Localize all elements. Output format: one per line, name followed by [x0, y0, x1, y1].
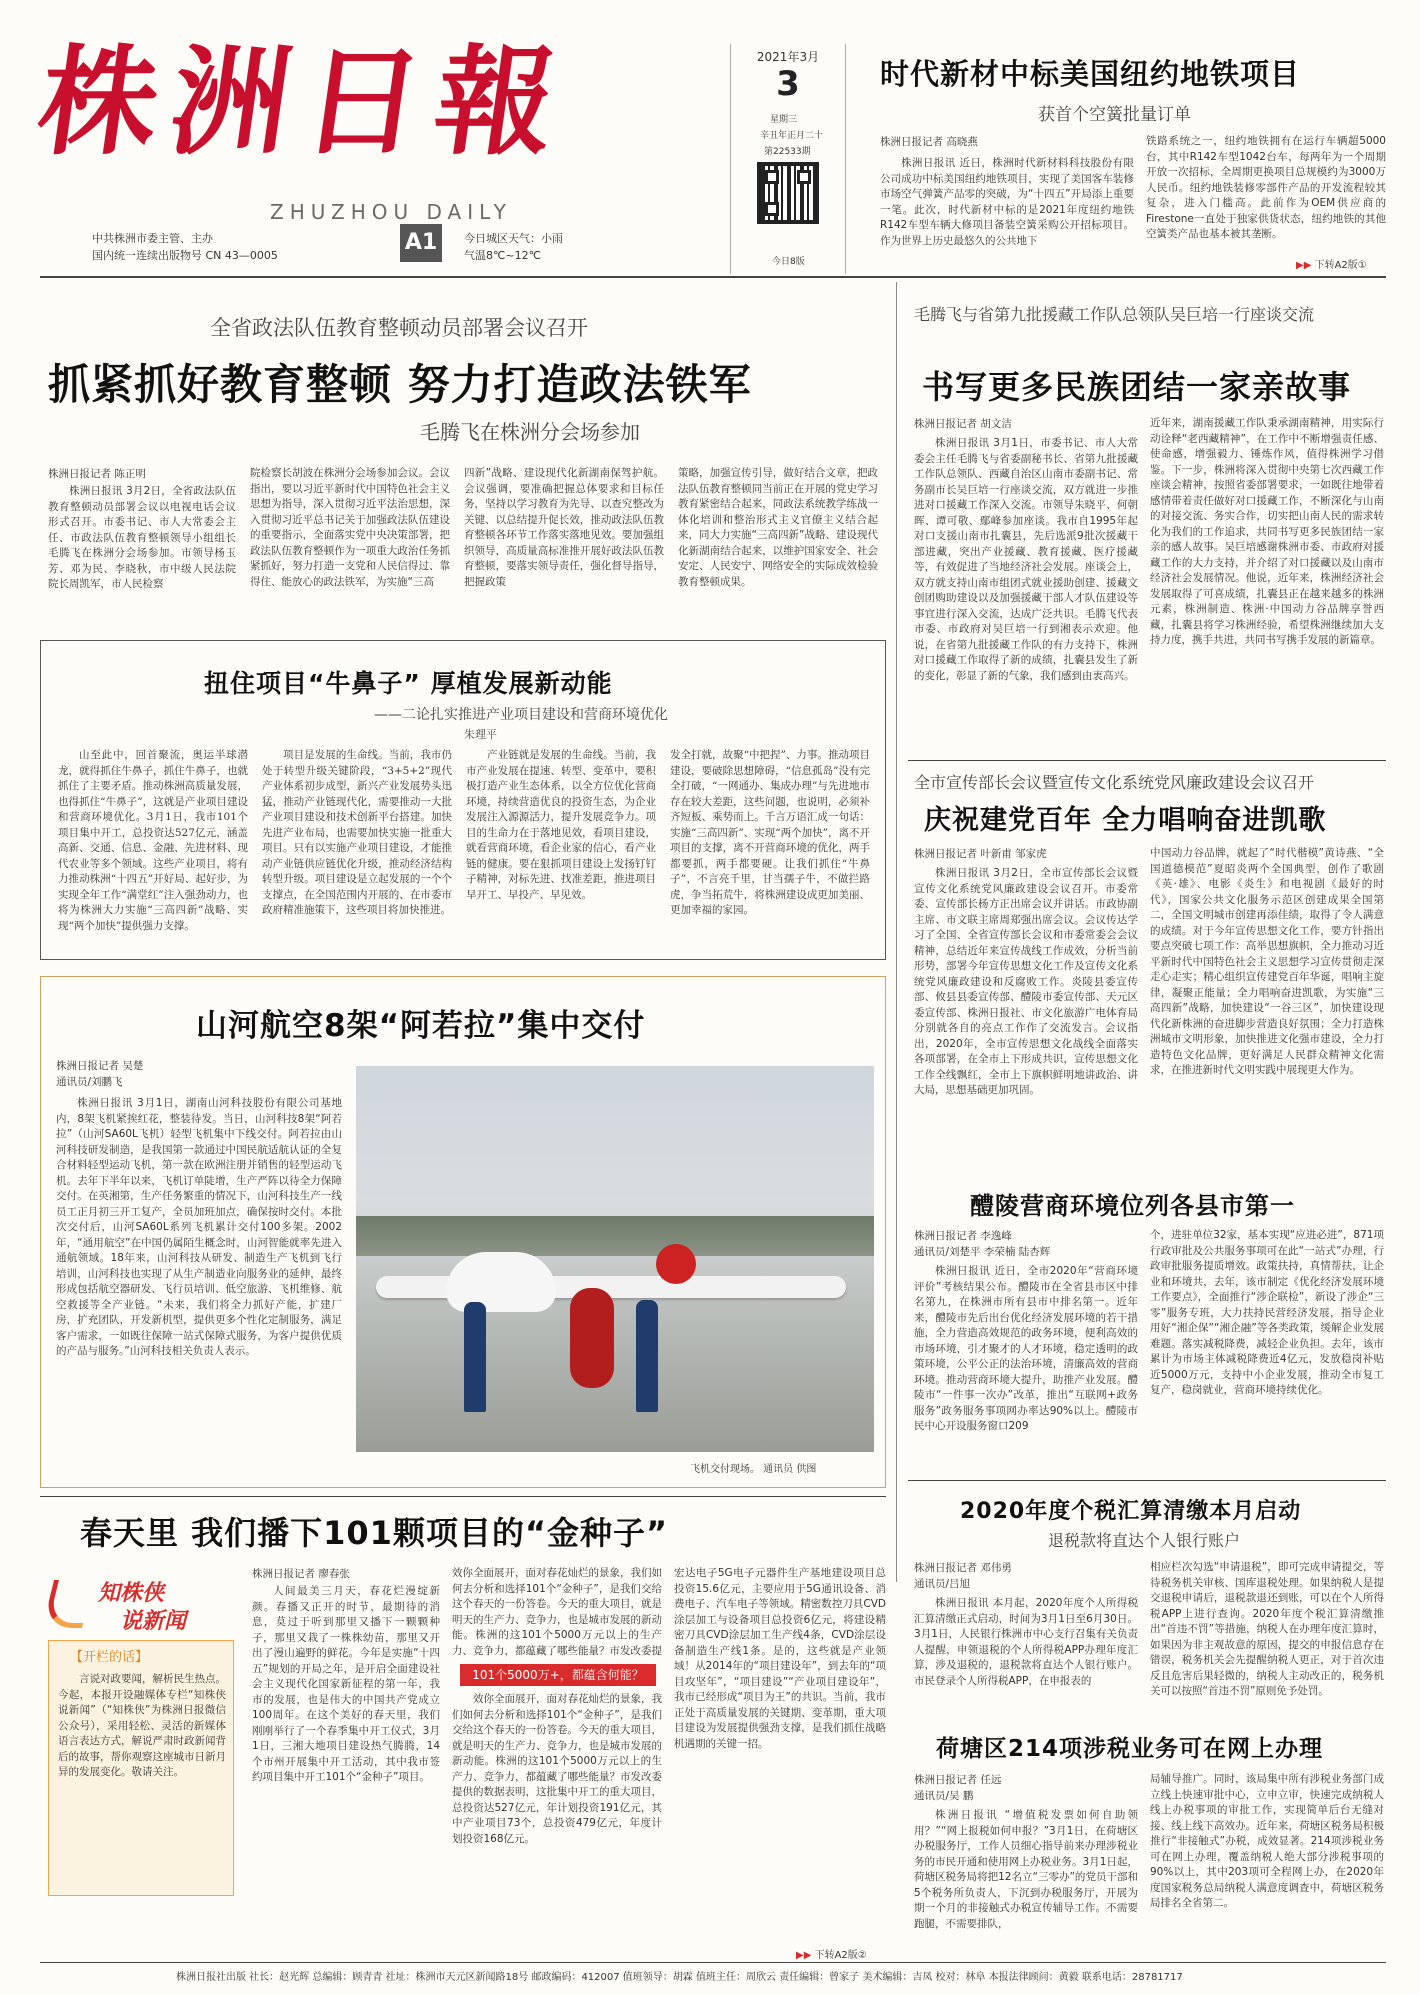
hetang-col2: 局辅导推广。同时，该局集中所有涉税业务部门成立线上快速审批中心，立申立审，快速完成纳税人线上办税事项的审批工作，实现简单后台无缝对接、线上线下高效办。近年来，荷塘区税务局积极推行“非接触式”办税，成效显著。214项涉税业务可在网上办理，覆盖纳税人绝大部分涉税事项的90%以上，其中203项可全程网上办，在2020年度国家税务总局纳税人满意度调查中，荷塘区税务局排名全省第二。	[1150, 1773, 1384, 1909]
footer-text: 株洲日报社出版 社长：赵光辉 总编辑：顾青青 社址：株洲市天元区新闻路18号 邮政编码：412007 值班领导：胡霖 值班主任：周欣云 责任编辑：曾家子 美术编辑：吉凤 校对：林阜 本报法律顾问：黄毅 联系电话：28781717	[176, 1972, 1183, 1983]
date-day: 3	[776, 64, 800, 104]
aviation-byline1: 株洲日报记者 吴楚	[56, 1060, 144, 1072]
top-story-subhead: 获首个空簧批量订单	[1038, 105, 1191, 125]
date-weekday: 星期三	[770, 115, 798, 125]
commentary-col1: 山至此中，回首聚流，奥运半球潜龙，就得抓住牛鼻子，抓住牛鼻子，也就抓住了主要矛盾。推动株洲高质量发展，也得抓住“牛鼻子”，这就是产业项目建设和营商环境优化。3月1日，我市101个项目集中开工，总投资达527亿元，涵盖高新、交通、信息、金融、先进材料、现代农业等多个领域。这些产业项目，将有力推动株洲“十四五”开好局、起好步，为实现全年工作“满堂红”注入强劲动力，也将为株洲大力实施“三高四新”战略、实现“两个加快”提供强力支撑。	[58, 749, 248, 932]
culture-col2: 中国动力谷品牌，就起了“时代楷模”黄诗燕、“全国道德模范”夏昭炎两个全国典型，创作了歌剧《英·雄》、电影《炎生》和电视剧《最好的时代》，国家公共文化服务示范区创建成果全国第二，全国文明城市创建再添佳绩，取得了令人满意的成绩。对于今年宣传思想文化工作，要方针指出要点突破七项工作：高举思想旗帜，全力推动习近平新时代中国特色社会主义思想学习宣传贯彻走深走心走实；精心组织宣传建党百年华诞，唱响主旋律，凝聚正能量；全力唱响奋进凯歌，为实施“三高四新”战略，加快建设“一谷三区”，加快建设现代化新株洲的奋进脚步营造良好氛围；全力打造株洲城市文明形象，加快推进文化强市建设，全力打造特色文化品牌，更好满足人民群众精神文化需求，在推进新时代文明实践中展现更大作为。	[1150, 847, 1384, 1076]
right-divider-1	[908, 760, 1386, 761]
issue-number: 第22533期	[764, 147, 811, 157]
spring-col1: 人间最美三月天，春花烂漫绽新颜。春播又正开的时节，最期待的消息，莫过于听到那里又播下一颗颗种子，那里又栽了一株株幼苗，那里又开出了漫山遍野的鲜花。今年是实施“十四五”规划的开局之年，是开启全面建设社会主义现代化国家新征程的第一年，我市的发展，也是伟大的中国共产党成立100周年。在这个美好的春天里，我们刚刚举行了一个春季集中开工仪式，3月1日，三湘大地项目建设热气腾腾，14个市州开展集中开工活动，其中我市签约项目集中开工101个“金种子”项目。	[252, 1585, 440, 1783]
masthead-title-en: ZHUZHOU DAILY	[270, 200, 512, 224]
airplane-icon	[446, 1252, 556, 1312]
spring-col2-bottom: 效你全面展开，面对春花灿烂的景象，我们如何去分析和选择101个“金种子”，是我们交给这个春天的一份答卷。今天的重大项目，就是明天的生产力、竞争力，也是城市发展的新动能。株洲的这101个5000万元以上的生产力、竞争力，都蕴藏了哪些能量？市发改委提供的数据表明，这批集中开工的重大项目，总投资达527亿元，年计划投资191亿元，其中产业项目73个，总投资479亿元，年度计划投资168亿元。	[452, 1693, 662, 1845]
aviation-photo	[356, 1066, 874, 1452]
spring-col2-top: 效你全面展开，面对春花灿烂的景象，我们如何去分析和选择101个“金种子”，是我们交给这个春天的一份答卷。今天的重大项目，就是明天的生产力、竞争力，也是城市发展的新动能。株洲的这101个5000万元以上的生产力、竞争力，都蕴藏了哪些能量？市发改委提	[452, 1567, 662, 1657]
top-story-headline: 时代新材中标美国纽约地铁项目	[880, 57, 1301, 91]
commentary-subhead: ——二论扎实推进产业项目建设和营商环境优化	[374, 707, 668, 723]
cpc-kicker: 毛腾飞与省第九批援藏工作队总领队吴巨培一行座谈交流	[914, 305, 1315, 324]
spring-highlight: 101个5000万+，都蕴含何能？	[460, 1664, 656, 1686]
aviation-byline2: 通讯员/刘鹏飞	[56, 1076, 123, 1088]
liling-byline2: 通讯员/刘楚平 李荣楠 陆杏辉	[914, 1246, 1051, 1258]
jump-arrow-icon: ▶▶	[1296, 260, 1312, 271]
sidebar-tag: 【开栏的话】	[70, 1650, 149, 1665]
tax-headline: 2020年度个税汇算清缴本月启动	[960, 1499, 1302, 1524]
spring-jump: ▶▶ 下转A2版②	[796, 1950, 867, 1961]
tax-byline1: 株洲日报记者 邓伟勇	[914, 1562, 1012, 1574]
date-lunar: 辛丑年正月二十	[760, 131, 824, 141]
top-story-col1: 株洲日报讯 近日，株洲时代新材料科技股份有限公司成功中标美国纽约地铁项目，实现了美国客车装修市场空气弹簧产品零的突破，为“十四五”开局添上重要一笔。此次，时代新材中标的是2021年度纽约地铁R142车型车辆大修项目备装空簧采购公开招标项目。作为世界上历史最悠久的公共地下	[880, 157, 1134, 247]
sidebar-logo	[48, 1574, 234, 1634]
top-story-byline: 株洲日报记者 高晓燕	[880, 136, 978, 148]
liling-headline: 醴陵营商环境位列各县市第一	[970, 1192, 1295, 1220]
lead-subhead: 毛腾飞在株洲分会场参加	[420, 420, 640, 444]
hetang-headline: 荷塘区214项涉税业务可在网上办理	[936, 1736, 1324, 1762]
liling-byline1: 株洲日报记者 李逸峰	[914, 1230, 1012, 1242]
tax-col1: 株洲日报讯 本月起，2020年度个人所得税汇算清缴正式启动，时间为3月1日至6月30日。3月1日，人民银行株洲市中心支行召集有关负责人提醒，申领退税的个人所得税APP办理年度汇算，涉及退税的，退税款将直达个人银行账户。市民登录个人所得税APP，在申报表的	[914, 1597, 1138, 1687]
header-divider	[40, 276, 1386, 278]
liling-col2: 个，进驻单位32家，基本实现“应进必进”，871项行政审批及公共服务事项可在此“一站式”办理，行政审批服务提质增效。政策扶持，真情帮扶，让企业和环境共，去年，该市制定《优化经济发展环境工作要点》，全面推行“涉企联检”，新设了涉企“三零”服务专班，大力扶持民营经济发展，指导企业用好“湘企保”“湘企融”等各类政策，缓解企业发展难题。落实减税降费，减轻企业负担。去年，该市累计为市场主体减税降费近4亿元，发放稳岗补贴近5000万元，支持中小企业发展，推动全市复工复产，稳岗就业，营商环境持续优化。	[1150, 1229, 1384, 1396]
propeller-icon	[656, 1244, 696, 1284]
person-icon	[636, 1300, 658, 1412]
aviation-body: 株洲日报讯 3月1日，湖南山河科技股份有限公司基地内，8架飞机紧挨红花，整装待发。当日，山河科技8架“阿若拉”（山河SA60L飞机）轻型飞机集中下线交付。阿若拉由山河科技研发制造，是我国第一款通过中国民航适航认证的全复合材料轻型运动飞机，第一款在欧洲注册并销售的轻型运动飞机。去年下半年以来，飞机订单陡增，生产严阵以待全力保障交付。在英湘第，生产任务繁重的情况下，山河科技生产一线员工正月初三开工复产，全员加班加点，确保按时交付。本批次交付后，山河SA60L系列飞机累计交付100多架。2002年，“通用航空”在中国仍属陌生概念时，山河智能就率先进入通航领域。18年来，山河科技从研发、制造生产飞机到飞行培训，山河科技也实现了从生产制造业向服务业的延伸，最终形成包括航空器研发、飞行员培训、低空旅游、飞机维修、航空救援等全产业链。“未来，我们将全力抓好产能，扩建厂房，扩充团队，开发新机型，提供更多个性化定制服务，满足客户需求，一如既往保障一站式保障式服务，为客户提供优质的产品与服务。”山河科技相关负责人表示。	[56, 1097, 342, 1357]
cpc-col1: 株洲日报讯 3月1日，市委书记、市人大常委会主任毛腾飞与省委副秘书长、省第九批援藏工作队总领队、西藏自治区山南市委副书记、常务副市长吴巨培一行座谈交流，双方就进一步推进对口援藏工作深入交流。市领导朱晓平、何朝晖、谭可敬、鄢峰参加座谈。我市自1995年起对口支援山南市扎囊县，先后选派9批次援藏干部进藏，突出产业援藏、教育援藏、医疗援藏等，有效促进了当地经济社会发展。座谈会上，双方就支持山南市组团式就业援助创建、援藏文创团购助建设以及加强援藏干部人才队伍建设等事宜进行深入交流，达成广泛共识。毛腾飞代表市委、市政府对吴巨培一行到湘表示欢迎。他说，在省第九批援藏工作队的有力支持下，株洲对口援藏工作取得了新的成绩，扎囊县发生了新的变化，彰显了新的气象，我们感到由衷高兴。	[914, 437, 1138, 682]
commentary-col3: 产业链就是发展的生命线。当前，我市产业发展在提速、转型、变革中，要积极打造产业生态体系，以全方位优化营商环境，持续营造优良的投资生态，为企业发展注入源源活力，提升发展竞争力。项目的生命力在于落地见效，看项目建设，就看营商环境，看企业家的信心，看产业链的健康。要在狠抓项目建设上发扬钉钉子精神，对标先进、找准差距，推进项目早开工、早投产、早见效。	[466, 749, 656, 901]
commentary-col4: 发全打就，故聚“中把捏”、力事。推动项目建设，要破除思想障碍，“信息孤岛”没有完全打破，“一网通办、集成办理”与先进地市存在较大差距，这些问题，也说明，必须补齐短板、乘势而上。千言万语汇成一句话：实施“三高四新”、实现“两个加快”，离不开项目的支撑，离不开营商环境的优化，两手都要抓，两手都要硬。让我们抓住“牛鼻子”，不言亮千里，甘当孺子牛，不做拦路虎，争当拓荒牛，将株洲建设成更加美丽、更加幸福的家园。	[670, 749, 870, 916]
publisher-line2: 国内统一连续出版物号 CN 43—0005	[92, 249, 278, 262]
logo-line2: 说新闻	[120, 1609, 187, 1634]
cpc-col2: 近年来，湖南援藏工作队秉承湖南精神，用实际行动诠释“老西藏精神”，在工作中不断增强责任感、使命感，增强毅力、锤炼作风，值得株洲学习借鉴。下一步，株洲将深入贯彻中央第七次西藏工作座谈会精神，按照省委部署要求，一如既往地带着感情带着责任做好对口援藏工作，不断深化与山南的对接交流、务实合作，切实把山南人民的需求转化为我们的工作追求，共同书写更多民族团结一家亲的感人故事。吴巨培感谢株洲市委、市政府对援藏工作的大力支持，并介绍了对口援藏以及山南市经济社会发展情况。他说，近年来，株洲经济社会发展取得了可喜成绩，扎囊县正在越来越多的株洲元素，株洲制造、株洲·中国动力谷品牌享誉西藏，扎囊县将学习株洲经验，希望株洲继续加大支持力度，携手共进，共同书写携手发展的新篇章。	[1150, 417, 1384, 646]
page-count: 今日8版	[772, 257, 805, 267]
top-story-col2: 铁路系统之一，纽约地铁拥有在运行车辆超5000台，其中R142车型1042台车，每两年为一个周期开放一次招标，全周期更换项目总规模约为3000万人民币。纽约地铁装修零部件产品的开发流程较其复杂，进入门槛高。此前作为OEM供应商的Firestone一直处于独家供货状态，纽约地铁的其他空簧类产品也基本被其垄断。	[1146, 135, 1386, 240]
footer-rule	[40, 1962, 1386, 1963]
right-divider-2	[908, 1480, 1386, 1481]
page-number-badge: A1	[400, 224, 442, 262]
masthead-title	[30, 32, 730, 182]
center-divider	[896, 282, 897, 1582]
cpc-headline: 书写更多民族团结一家亲故事	[922, 368, 1352, 406]
spring-top-rule	[40, 1496, 886, 1497]
spring-col3: 宏达电子5G电子元器件生产基地建设项目总投资15.6亿元，主要应用于5G通讯设备、消费电子、汽车电子等领域。精密数控刀具CVD涂层加工与设备项目总投资6亿元，将建设精密刀具CVD涂层加工生产线4条，CVD涂层设备制造生产线1条。是的，这些就是产业领域！从2014年的“项目建设年”，到去年的“项目攻坚年”，“项目建设”“产业项目建设年”，我市已经形成“项目为王”的共识。当前，我市正处于高质量发展的关键期、变革期，重大项目建设为发展提供强劲支撑，是我们抓住战略机遇期的关键一招。	[674, 1567, 886, 1750]
date-year-month: 2021年3月	[756, 50, 820, 64]
lead-kicker: 全省政法队伍教育整顿动员部署会议召开	[210, 316, 588, 340]
culture-headline: 庆祝建党百年 全力唱响奋进凯歌	[924, 805, 1327, 836]
spring-headline: 春天里 我们播下101颗项目的“金种子”	[80, 1514, 669, 1552]
weather-line1: 今日城区天气：小雨	[464, 232, 563, 245]
swoosh-icon	[42, 1580, 94, 1628]
aviation-caption: 飞机交付现场。 通讯员 供图	[690, 1464, 817, 1475]
culture-kicker: 全市宣传部长会议暨宣传文化系统党风廉政建设会议召开	[914, 773, 1315, 792]
tax-col2: 相应栏次勾选“申请退税”，即可完成申请提交，等待税务机关审核、国库退税处理。如果纳税人是提交退税申请后，退税款退还到账，可以在个人所得税APP上进行查询。2020年度个税汇算清缴推出“首违不罚”等措施，纳税人在办理年度汇算时，如果因为非主观故意的原因，提交的申报信息存在错误，税务机关会先提醒纳税人更正，对于首次违反且危害后果轻微的，纳税人主动改正的，税务机关可以按照“首违不罚”原则免予处罚。	[1150, 1561, 1384, 1697]
tax-subhead: 退税款将直达个人银行账户	[1048, 1531, 1241, 1550]
lead-col1: 株洲日报讯 3月2日，全省政法队伍教育整顿动员部署会议以电视电话会议形式召开。市委书记、市人大常委会主任、市政法队伍教育整顿领导小组组长毛腾飞在株洲分会场参加。市领导杨玉芳、邓为民、李晓秋，市中级人民法院院长周凯军，市人民检察	[48, 485, 236, 590]
commentary-col2: 项目是发展的生命线。当前，我市仍处于转型升级关键阶段，“3+5+2”现代产业体系初步成型，新兴产业发展势头迅猛，推动产业链现代化，需要推动一大批产业项目建设和技术创新平台搭建。加快先进产业布局，也需要加快实施一批重大项目。只有以实施产业项目建设，才能推动产业链供应链优化升级，推动经济结构转型升级。项目建设是立起发展的一个个支撑点，在全国范围内开展的、在市委市政府精准施策下，这些项目将加快推进。	[262, 749, 452, 916]
lead-col3: 四新”战略、建设现代化新湖南保驾护航。会议强调，要准确把握总体要求和目标任务，坚持以学习教育为先导、以查究整改为关键、以总结提升促长效，推动政法队伍教育整顿各环节工作落实落地见效。要加强组织领导，高质量高标准推开展好政法队伍教育整顿，要落实领导责任，强化督导指导，把握政策	[464, 467, 664, 588]
masthead-title-cn: 株洲日報	[30, 32, 578, 171]
spring-byline: 株洲日报记者 廖春张	[252, 1568, 350, 1580]
tax-byline2: 通讯员/吕旭	[914, 1578, 971, 1590]
weather-line2: 气温8℃~12℃	[464, 249, 541, 262]
lead-headline: 抓紧抓好教育整顿 努力打造政法铁军	[48, 360, 752, 409]
publisher-line1: 中共株洲市委主管、主办	[92, 232, 213, 245]
lead-col2: 院检察长胡波在株洲分会场参加会议。会议指出，要以习近平新时代中国特色社会主义思想为指导，深入贯彻习近平法治思想，深入贯彻习近平总书记关于加强政法队伍建设的重要指示，全面落实党中央决策部署，把政法队伍教育整顿作为一项重大政治任务抓紧抓好，努力打造一支党和人民信得过、靠得住、能放心的政法铁军，为实施“三高	[250, 467, 450, 588]
commentary-headline: 扭住项目“牛鼻子” 厚植发展新动能	[204, 669, 613, 698]
commentary-author: 朱理平	[464, 728, 497, 741]
qr-code-icon	[757, 162, 819, 224]
hetang-byline1: 株洲日报记者 任远	[914, 1774, 1002, 1786]
sidebar-body: 言说对政要闻，解析民生热点。今起，本报开设融媒体专栏“知株侠说新闻”（“知株侠”为株洲日报微信公众号），采用轻松、灵活的新媒体语言表达方式，解说严肃时政新闻背后的故事，帮你观察这座城市日新月异的发展变化。敬请关注。	[58, 1673, 226, 1778]
top-story-jump: ▶▶ 下转A2版①	[1296, 260, 1367, 271]
aviation-headline: 山河航空8架“阿若拉”集中交付	[196, 1008, 646, 1044]
hetang-byline2: 通讯员/吴 鹏	[914, 1790, 974, 1802]
culture-col1: 株洲日报讯 3月2日，全市宣传部长会议暨宣传文化系统党风廉政建设会议召开。市委常委、宣传部长杨方正出席会议并讲话。市政协副主席、市文联主席周郑强出席会议。会议传达学习了全国、全省宣传部长会议和市委常委会会议精神，总结近年来宣传战线工作成效，分析当前形势，部署今年宣传思想文化工作及宣传文化系统党风廉政建设和反腐败工作。炎陵县委宣传部、攸县县委宣传部、醴陵市委宣传部、天元区委宣传部、株洲日报社、市文化旅游广电体育局分别就各自的亮点工作作了交流发言。会议指出，2020年，全市宣传思想文化战线全面落实各项部署，在全市上下形成共识，宣传思想文化工作全线飘红，全市上下旗帜鲜明地讲政治、讲大局，思想基础更加巩固。	[914, 867, 1138, 1096]
person-icon	[464, 1302, 486, 1412]
jump-arrow-icon: ▶▶	[796, 1950, 812, 1961]
hetang-col1: 株洲日报讯 “增值税发票如何自助领用？”“网上报税如何申报？”3月1日，在荷塘区办税服务厅，工作人员细心指导前来办理涉税业务的市民开通和使用网上办税业务。3月1日起，荷塘区税务局将把12名立“三零办”的党员干部和5个税务所负责人，下沉到办税服务厅，开展为期一个月的非接触式办税宣传辅导工作。不需要跑腿，不需要排队，	[914, 1809, 1138, 1930]
lead-col4: 策略，加强宣传引导，做好结合文章，把政法队伍教育整顿同当前正在开展的党史学习教育紧密结合起来，同政法系统教学练战一体化培训和整治形式主义官僚主义结合起来，同大力实施“三高四新”战略、建设现代化新湖南结合起来，以维护国家安全、社会安定、人民安宁、网络安全的实际成效检验教育整顿成果。	[678, 467, 878, 588]
lead-byline: 株洲日报记者 陈正明	[48, 468, 146, 480]
cpc-byline: 株洲日报记者 胡文洁	[914, 418, 1012, 430]
flower-decoration-icon	[570, 1288, 614, 1388]
liling-col1: 株洲日报讯 近日，全市2020年“营商环境评价”考核结果公布。醴陵市在全省县市区中排名第九，在株洲市所有县市中排名第一。近年来，醴陵市先后出台优化经济发展环境的若干措施，全力营造高效规范的政务环境，便利高效的市场环境，引才聚才的人才环境，稳定透明的政策环境，公平公正的法治环境，清廉高效的营商环境。推动营商环境大提升，助推产业发展。醴陵市“一件事一次办”改革，推出“互联网+政务服务”政务服务事项网办率达90%以上。醴陵市民中心开设服务窗口209	[914, 1265, 1138, 1432]
logo-line1: 知株侠	[98, 1581, 165, 1606]
culture-byline: 株洲日报记者 叶新甫 邹家虎	[914, 848, 1047, 860]
